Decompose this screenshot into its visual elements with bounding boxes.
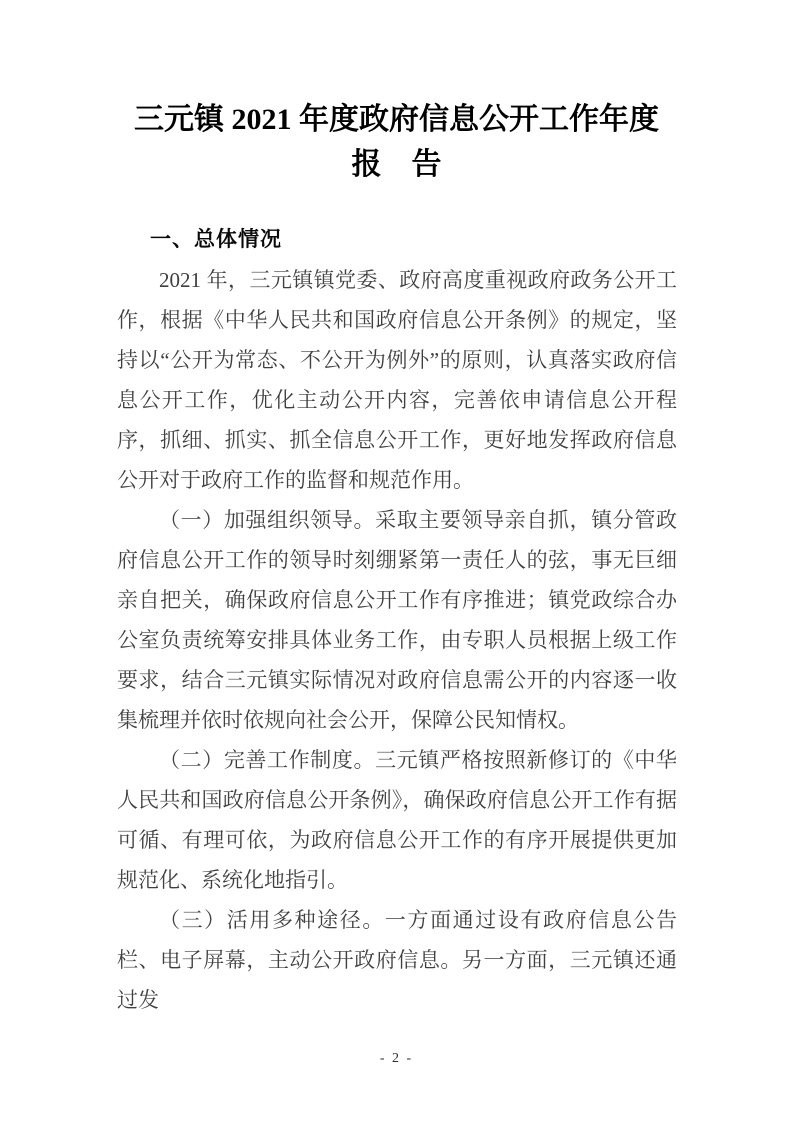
- body-paragraph: （二）完善工作制度。三元镇严格按照新修订的《中华人民共和国政府信息公开条例》，确保政府信息公开工作有据可循、有理可依，为政府信息公开工作的有序开展提供更加规范化、系统化地指引。: [117, 748, 677, 892]
- body-paragraph: （一）加强组织领导。采取主要领导亲自抓，镇分管政府信息公开工作的领导时刻绷紧第一责任人的弦，事无巨细亲自把关，确保政府信息公开工作有序推进；镇党政综合办公室负责统筹安排具体业务工作，由专职人员根据上级工作要求，结合三元镇实际情况对政府信息需公开的内容逐一收集梳理并依时依规向社会公开，保障公民知情权。: [117, 508, 677, 732]
- document-title-line2: 报 告: [351, 148, 442, 181]
- page-number: - 2 -: [379, 1051, 414, 1066]
- document-body: [117, 260, 677, 1020]
- body-paragraph: （三）活用多种途径。一方面通过设有政府信息公告栏、电子屏幕，主动公开政府信息。另一方面，三元镇还通过发: [117, 908, 677, 1012]
- document-title: [0, 0, 793, 187]
- body-paragraph: 2021 年，三元镇镇党委、政府高度重视政府政务公开工作，根据《中华人民共和国政府信息公开条例》的规定，坚持以“公开为常态、不公开为例外”的原则，认真落实政府信息公开工作，优化主动公开内容，完善依申请信息公开程序，抓细、抓实、抓全信息公开工作，更好地发挥政府信息公开对于政府工作的监督和规范作用。: [117, 268, 677, 492]
- section-heading-overview: 一、总体情况: [150, 228, 282, 251]
- document-title-line1: 三元镇 2021 年度政府信息公开工作年度: [134, 103, 659, 136]
